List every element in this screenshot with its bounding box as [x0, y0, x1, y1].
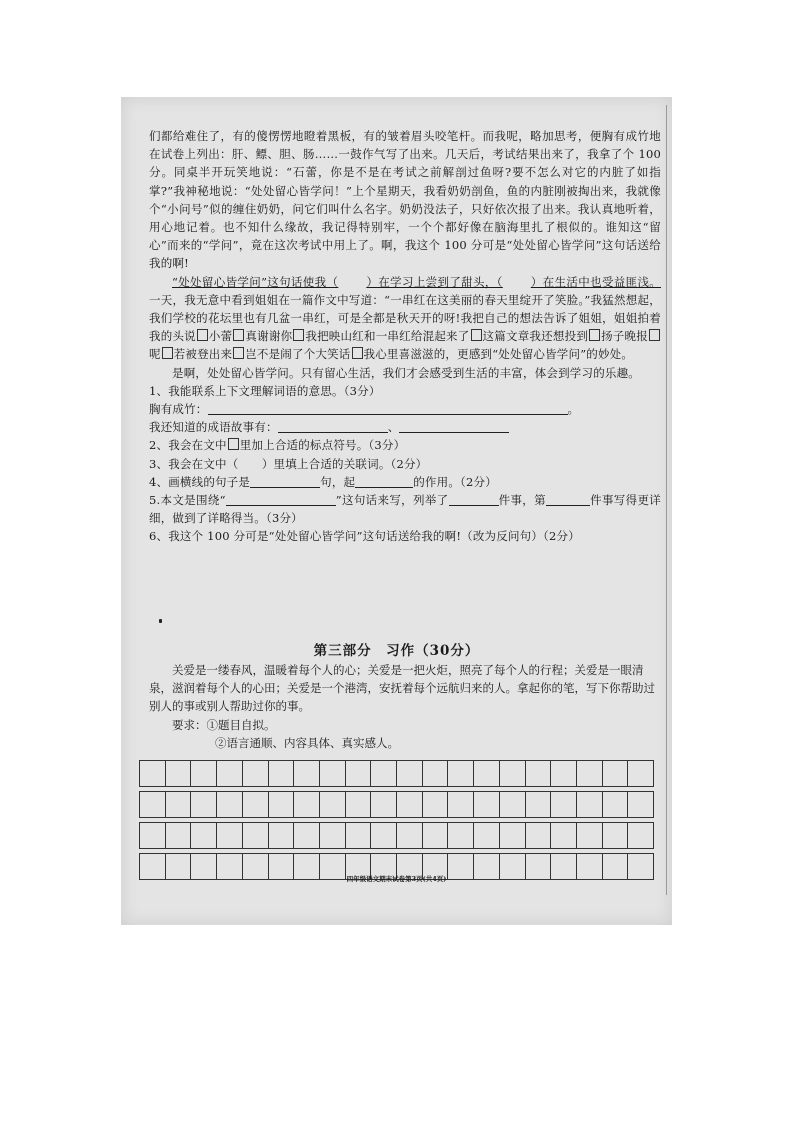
punctuation-box [471, 329, 482, 341]
passage-paragraph-1: 们都给难住了，有的傻愣愣地瞪着黑板，有的皱着眉头咬笔杆。而我呢，略加思考，便胸有成竹地在试卷上列出：肝、鳔、胆、肠……一鼓作气写了出来。几天后，考试结果出来了，我拿了个 100 分。同桌半开玩笑地说：“石蕾，你是不是在考试之前解剖过鱼呀?要不怎么对它的内脏了如指掌?”我神秘地说：“处处留心皆学问！”上个星期天，我看奶奶剖鱼，鱼的内脏刚被掏出来，我就像个“小问号”似的缠住奶奶，问它们叫什么名字。奶奶没法子，只好依次报了出来。我认真地听着，用心地记着。也不知什么缘故，我记得特别牢，一个个都好像在脑海里扎了根似的。谁知这“留心”而来的“学问”，竟在这次考试中用上了。啊，我这个 100 分可是“处处留心皆学问”这句话送给我的啊! [149, 129, 661, 271]
question-1: 1、我能联系上下文理解词语的意思。（3分） [149, 383, 381, 398]
grid-cell[interactable] [320, 792, 346, 817]
grid-cell[interactable] [243, 792, 269, 817]
essay-prompt [149, 661, 661, 752]
grid-row[interactable] [139, 791, 654, 818]
grid-cell[interactable] [526, 823, 552, 848]
grid-cell[interactable] [577, 792, 603, 817]
grid-cell[interactable] [474, 792, 500, 817]
grid-cell[interactable] [166, 761, 192, 786]
grid-cell[interactable] [140, 761, 166, 786]
grid-cell[interactable] [217, 761, 243, 786]
grid-cell[interactable] [269, 761, 295, 786]
answer-blank[interactable] [546, 492, 590, 506]
grid-cell[interactable] [603, 761, 629, 786]
grid-row[interactable] [139, 822, 654, 849]
grid-cell[interactable] [628, 761, 654, 786]
punctuation-box [162, 347, 173, 359]
answer-blank[interactable] [449, 492, 499, 506]
grid-row[interactable] [139, 760, 654, 787]
question-1-word: 胸有成竹： 。 [149, 402, 580, 417]
punctuation-box [233, 347, 244, 359]
reading-passage [149, 127, 661, 546]
grid-cell[interactable] [371, 792, 397, 817]
section-title: 第三部分 习作（30分） [313, 643, 480, 659]
underlined-sentence: “处处留心皆学问”这句话使我（ ）在学习上尝到了甜头，（ ）在生活中也受益匪浅。 [172, 274, 661, 289]
grid-cell[interactable] [628, 792, 654, 817]
grid-cell[interactable] [371, 823, 397, 848]
grid-cell[interactable] [448, 823, 474, 848]
answer-blank[interactable] [250, 474, 320, 488]
punctuation-box [197, 329, 208, 341]
essay-requirement-1: 要求：①题目自拟。 [172, 717, 276, 732]
grid-cell[interactable] [551, 761, 577, 786]
grid-cell[interactable] [474, 823, 500, 848]
question-1-idioms: 我还知道的成语故事有： 、 [149, 418, 661, 436]
grid-cell[interactable] [423, 761, 449, 786]
grid-cell[interactable] [294, 761, 320, 786]
grid-cell[interactable] [320, 823, 346, 848]
grid-cell[interactable] [577, 823, 603, 848]
grid-cell[interactable] [500, 792, 526, 817]
grid-cell[interactable] [294, 823, 320, 848]
grid-cell[interactable] [500, 761, 526, 786]
punctuation-box [589, 329, 600, 341]
grid-cell[interactable] [423, 823, 449, 848]
grid-cell[interactable] [577, 761, 603, 786]
question-3: 3、我会在文中（ ）里填上合适的关联词。（2分） [149, 456, 428, 471]
grid-cell[interactable] [423, 792, 449, 817]
answer-blank[interactable] [278, 419, 388, 433]
grid-cell[interactable] [191, 761, 217, 786]
grid-cell[interactable] [397, 792, 423, 817]
grid-cell[interactable] [269, 823, 295, 848]
grid-cell[interactable] [551, 823, 577, 848]
grid-cell[interactable] [217, 792, 243, 817]
page-edge-line [666, 105, 667, 895]
grid-cell[interactable] [500, 823, 526, 848]
grid-cell[interactable] [474, 761, 500, 786]
answer-blank[interactable] [226, 492, 336, 506]
grid-cell[interactable] [166, 792, 192, 817]
punctuation-box [293, 329, 304, 341]
grid-cell[interactable] [140, 823, 166, 848]
grid-cell[interactable] [397, 761, 423, 786]
grid-cell[interactable] [397, 823, 423, 848]
page-footer: 四年级语文期末试卷第3页(共4页) [346, 875, 447, 883]
box-icon [228, 438, 239, 450]
grid-cell[interactable] [140, 792, 166, 817]
grid-cell[interactable] [346, 792, 372, 817]
passage-paragraph-2: “处处留心皆学问”这句话使我（ ）在学习上尝到了甜头，（ ）在生活中也受益匪浅。一天，我无意中看到姐姐在一篇作文中写道：“一串红在这美丽的春天里绽开了笑脸。”我猛然想起，我们学校的花坛里也有几盆一串红，可是全都是秋天开的呀!我把自己的想法告诉了姐姐，姐姐拍着我的头说 小蕾 真谢谢你 我把映山红和一串红给混起来了 这篇文章我还想投到 扬子晚报呢 若被登出来 岂不是闹了个大笑话 我心里喜滋滋的，更感到“处处留心皆学问”的妙处。 [149, 274, 661, 362]
grid-cell[interactable] [603, 792, 629, 817]
punctuation-box [649, 329, 660, 341]
grid-cell[interactable] [269, 792, 295, 817]
answer-blank[interactable] [399, 419, 509, 433]
grid-cell[interactable] [191, 792, 217, 817]
grid-cell[interactable] [243, 761, 269, 786]
question-2: 2、我会在文中 里加上合适的标点符号。（3分） [149, 438, 406, 453]
writing-grid[interactable] [139, 760, 654, 884]
punctuation-box [352, 347, 363, 359]
essay-intro: 关爱是一缕春风，温暖着每个人的心；关爱是一把火炬，照亮了每个人的行程；关爱是一眼清泉，滋润着每个人的心田；关爱是一个港湾，安抚着每个远航归来的人。拿起你的笔，写下你帮助过别人的事或别人帮助过你的事。 [149, 663, 655, 714]
grid-cell[interactable] [448, 761, 474, 786]
grid-cell[interactable] [551, 792, 577, 817]
grid-cell[interactable] [448, 792, 474, 817]
answer-blank[interactable] [208, 401, 568, 415]
grid-cell[interactable] [191, 823, 217, 848]
grid-cell[interactable] [166, 823, 192, 848]
grid-cell[interactable] [217, 823, 243, 848]
answer-blank[interactable] [355, 474, 413, 488]
grid-cell[interactable] [346, 823, 372, 848]
grid-cell[interactable] [320, 761, 346, 786]
question-5: 5.本文是围绕“ ”这句话来写，列举了 件事，第 件事写得更详细，做到了详略得当。（3分） [149, 493, 661, 526]
scanned-exam-page [121, 97, 672, 925]
passage-paragraph-3: 是啊，处处留心皆学问。只有留心生活，我们才会感受到生活的丰富，体会到学习的乐趣。 [172, 365, 640, 380]
essay-requirement-2: ②语言通顺、内容具体、真实感人。 [215, 735, 399, 750]
ink-dot [159, 619, 162, 623]
question-6: 6、我这个 100 分可是“处处留心皆学问”这句话送给我的啊!（改为反问句）（2分） [149, 529, 580, 544]
grid-cell[interactable] [346, 761, 372, 786]
punctuation-box [233, 329, 244, 341]
grid-cell[interactable] [603, 823, 629, 848]
grid-cell[interactable] [526, 792, 552, 817]
grid-cell[interactable] [526, 761, 552, 786]
grid-cell[interactable] [243, 823, 269, 848]
grid-cell[interactable] [371, 761, 397, 786]
question-4: 4、画横线的句子是 句，起 的作用。（2分） [149, 474, 497, 489]
grid-cell[interactable] [628, 823, 654, 848]
grid-cell[interactable] [294, 792, 320, 817]
